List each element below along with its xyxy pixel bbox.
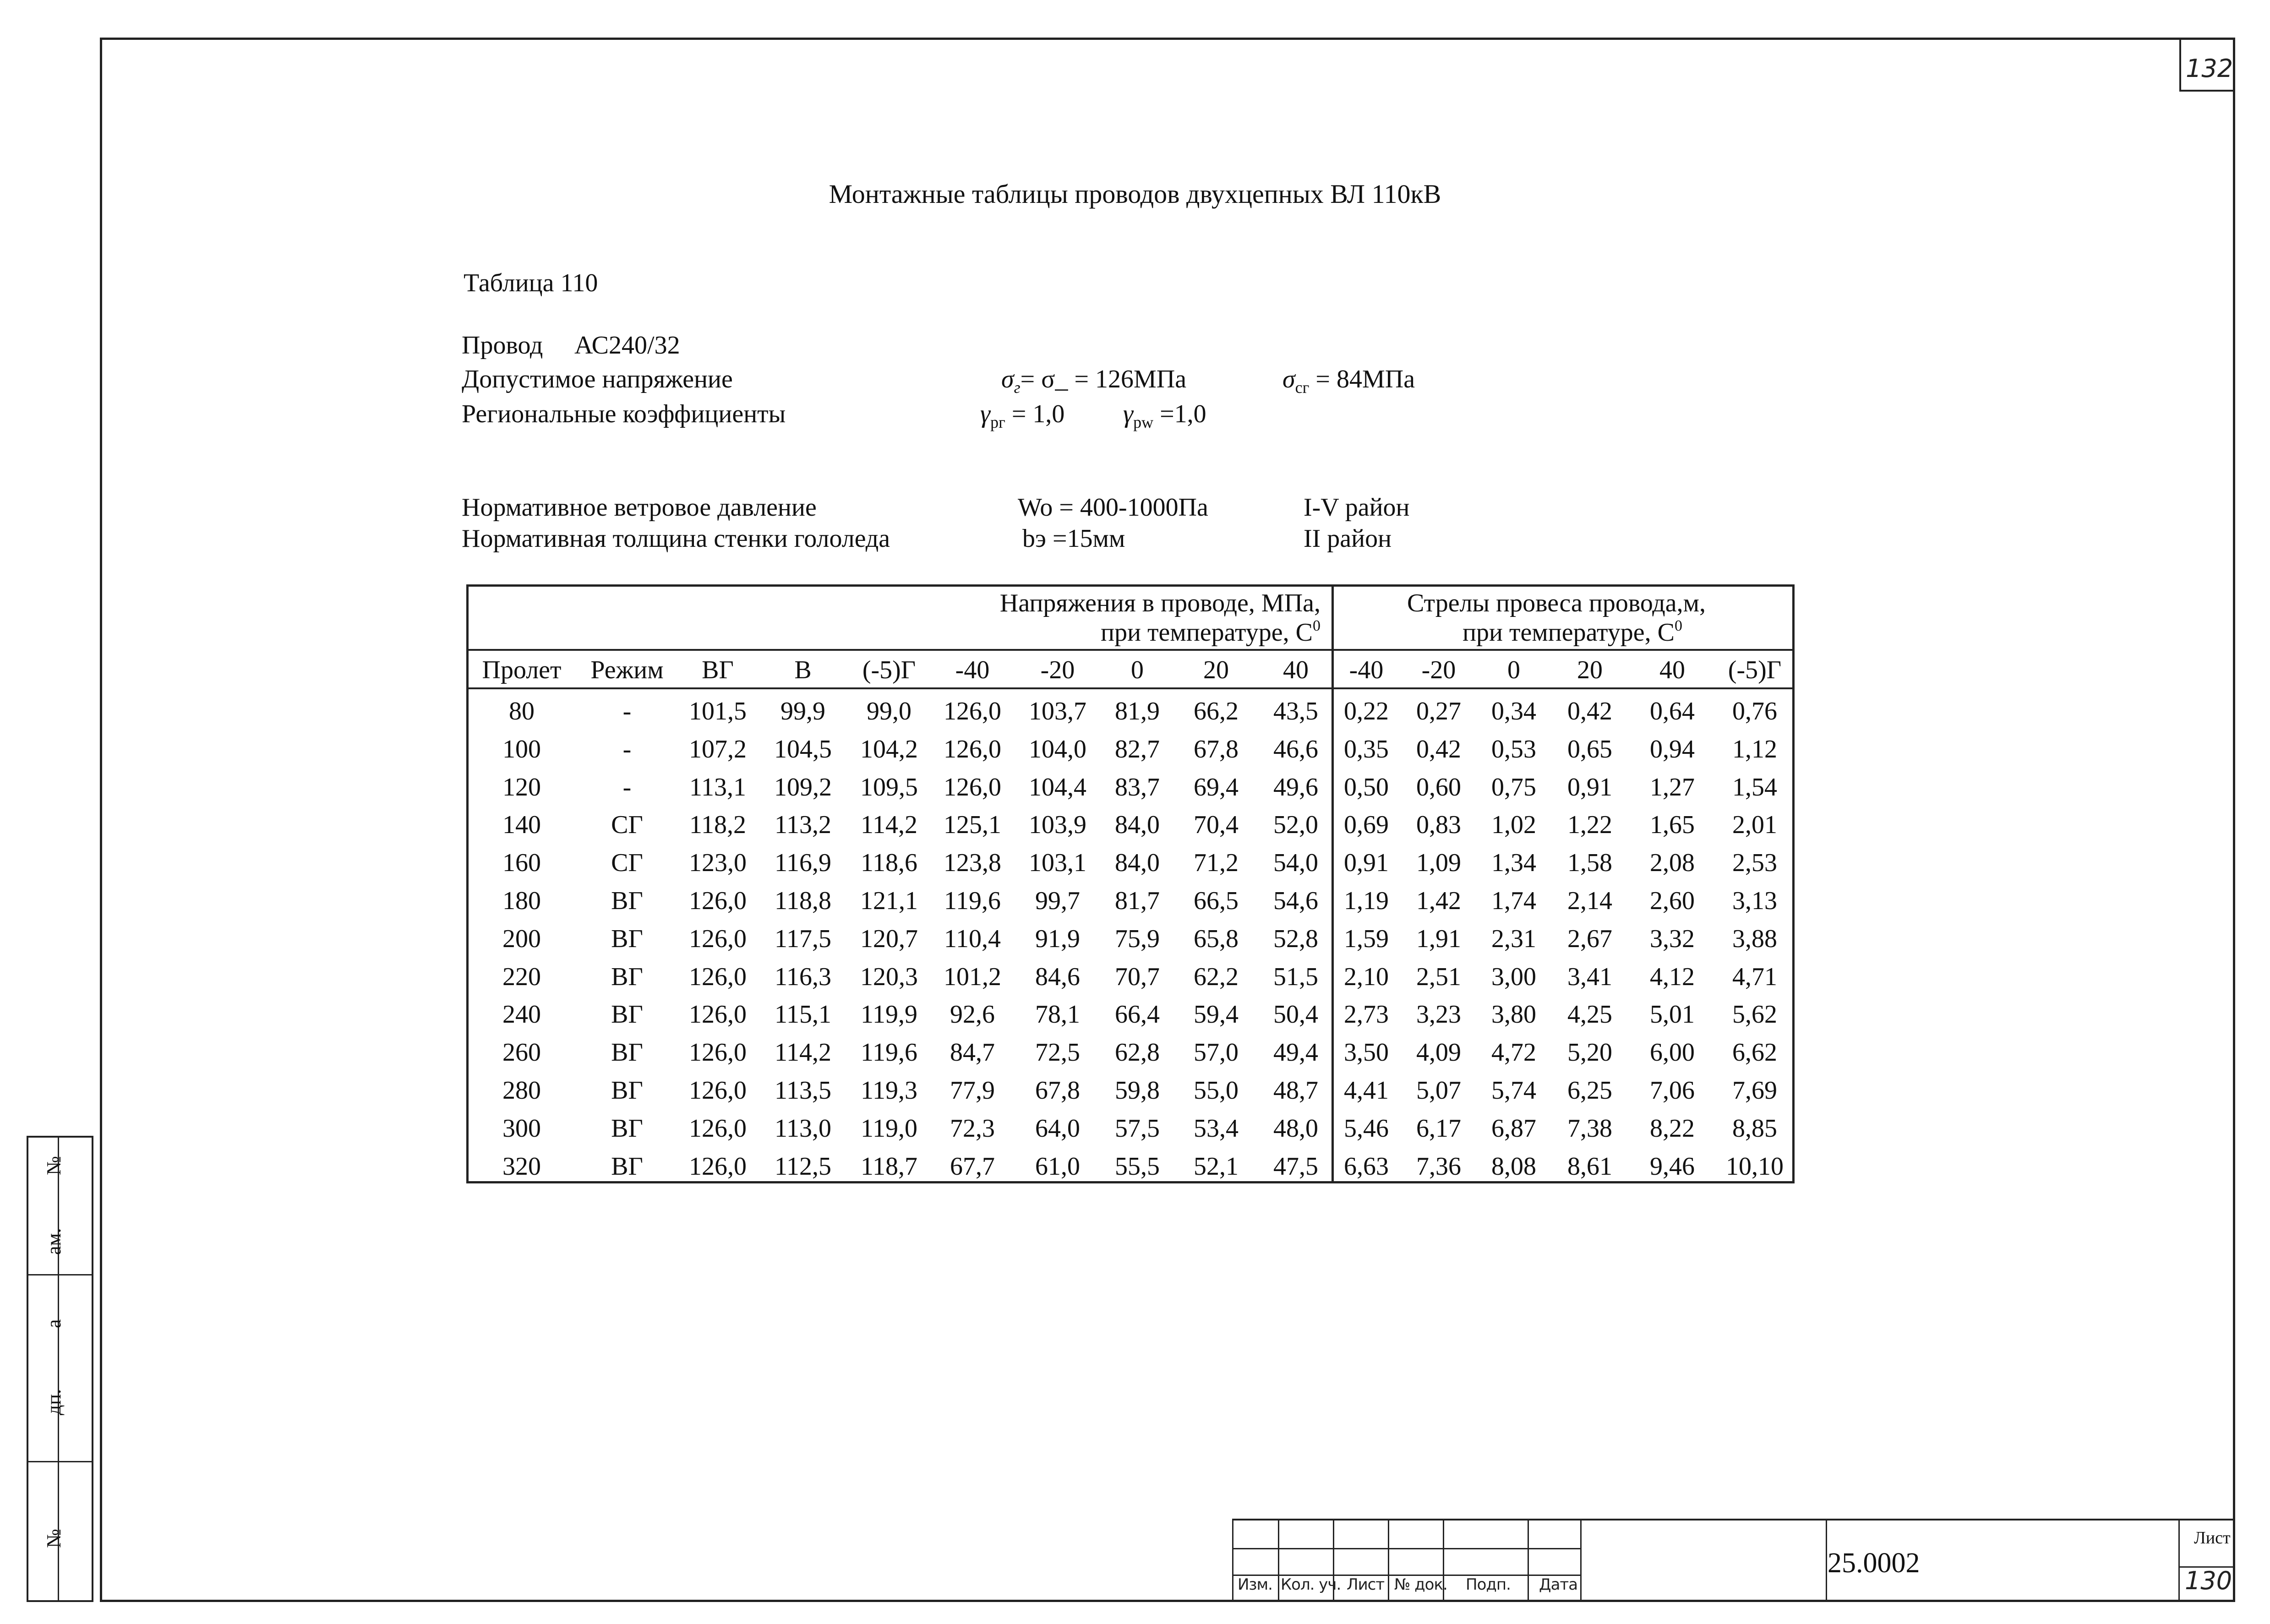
table-cell: 52,8	[1273, 924, 1318, 953]
table-cell: 126,0	[944, 697, 1001, 725]
table-cell: 115,1	[775, 1000, 831, 1029]
document-number: 25.0002	[1828, 1548, 1920, 1579]
table-cell: 118,2	[689, 811, 746, 839]
table-cell: 5,46	[1344, 1114, 1389, 1143]
sigma-g-formula	[1001, 365, 1187, 397]
sag-header-degree: 0	[1674, 617, 1682, 634]
table-cell: 99,0	[867, 697, 911, 725]
column-header: 20	[1577, 656, 1603, 684]
stamp-line	[1580, 1520, 1582, 1602]
table-cell: 0,64	[1650, 697, 1695, 725]
wind-pressure-label: Нормативное ветровое давление	[462, 493, 817, 522]
table-cell: 4,72	[1491, 1038, 1536, 1067]
table-cell: 57,0	[1194, 1038, 1239, 1067]
table-cell: 0,94	[1650, 735, 1695, 763]
table-cell: ВГ	[611, 1152, 643, 1181]
sigma-cg-formula	[1282, 365, 1415, 397]
gamma-symbol: γ	[980, 400, 991, 428]
gamma-pg-sub: pг	[990, 413, 1005, 431]
table-cell: 116,3	[775, 962, 831, 991]
mounting-table	[466, 584, 1795, 1183]
table-cell: 5,74	[1491, 1076, 1536, 1105]
table-cell: ВГ	[611, 1076, 643, 1105]
table-cell: 1,58	[1567, 849, 1612, 877]
table-cell: 48,0	[1273, 1114, 1318, 1143]
table-cell: 77,9	[950, 1076, 995, 1105]
table-cell: 49,6	[1273, 773, 1318, 801]
table-cell: 99,7	[1035, 887, 1080, 915]
table-cell: 118,6	[861, 849, 917, 877]
stamp-label-doc: № док.	[1394, 1575, 1447, 1594]
table-cell: 2,14	[1567, 887, 1612, 915]
table-cell: 6,63	[1344, 1152, 1389, 1181]
table-cell: 140	[502, 811, 541, 839]
table-cell: 70,7	[1115, 962, 1160, 991]
table-cell: 0,27	[1416, 697, 1461, 725]
column-header: -40	[955, 656, 990, 684]
table-cell: 0,65	[1567, 735, 1612, 763]
table-cell: 71,2	[1194, 849, 1239, 877]
table-cell: 57,5	[1115, 1114, 1160, 1143]
table-cell: 54,0	[1273, 849, 1318, 877]
table-cell: 123,8	[944, 849, 1001, 877]
table-cell: 119,0	[861, 1114, 917, 1143]
table-cell: 119,6	[944, 887, 1001, 915]
ice-thickness-value: bэ =15мм	[1022, 524, 1125, 553]
table-cell: 104,0	[1029, 735, 1086, 763]
sigma-cg-value: = 84МПа	[1315, 365, 1415, 393]
margin-label-1: №	[43, 1156, 65, 1175]
sigma-g-sub: г	[1014, 378, 1020, 397]
table-cell: 3,23	[1416, 1000, 1461, 1029]
table-cell: 8,85	[1732, 1114, 1777, 1143]
table-cell: 104,5	[774, 735, 832, 763]
table-cell: 0,53	[1491, 735, 1536, 763]
wind-pressure-value: Wo = 400-1000Па	[1018, 493, 1208, 522]
stamp-label-izm: Изм.	[1238, 1575, 1272, 1594]
table-cell: 104,4	[1029, 773, 1086, 801]
gamma-pg-formula	[980, 399, 1064, 429]
table-cell: 114,2	[775, 1038, 831, 1067]
table-cell: 110,4	[944, 924, 1001, 953]
table-cell: 50,4	[1273, 1000, 1318, 1029]
table-cell: 126,0	[689, 1152, 747, 1181]
table-cell: 2,01	[1732, 811, 1777, 839]
table-cell: 3,80	[1491, 1000, 1536, 1029]
stamp-line	[1528, 1520, 1529, 1602]
table-cell: 81,9	[1115, 697, 1160, 725]
table-cell: ВГ	[611, 1114, 643, 1143]
table-cell: 126,0	[689, 1000, 747, 1029]
table-cell: 126,0	[689, 1114, 747, 1143]
table-cell: 3,32	[1650, 924, 1695, 953]
margin-label-5: №	[43, 1529, 65, 1548]
table-cell: 2,73	[1344, 1000, 1389, 1029]
column-header: Пролет	[482, 656, 562, 684]
table-cell: 3,50	[1344, 1038, 1389, 1067]
table-cell: 4,12	[1650, 962, 1695, 991]
table-cell: 51,5	[1273, 962, 1318, 991]
table-cell: 59,4	[1194, 1000, 1239, 1029]
table-cell: 75,9	[1115, 924, 1160, 953]
table-cell: 1,27	[1650, 773, 1695, 801]
table-cell: 120	[502, 773, 541, 801]
column-header: (-5)Г	[1728, 656, 1782, 684]
table-cell: 109,2	[774, 773, 832, 801]
sigma-symbol: σ	[1001, 365, 1014, 393]
table-cell: 6,62	[1732, 1038, 1777, 1067]
wind-region: I-V район	[1304, 493, 1410, 522]
table-cell: -	[622, 773, 632, 801]
table-cell: 107,2	[689, 735, 747, 763]
table-cell: 82,7	[1115, 735, 1160, 763]
table-cell: 260	[502, 1038, 541, 1067]
table-cell: 119,3	[861, 1076, 917, 1105]
table-cell: ВГ	[611, 1000, 643, 1029]
table-cell: 7,06	[1650, 1076, 1695, 1105]
stamp-line	[2178, 1520, 2180, 1602]
table-cell: 4,41	[1344, 1076, 1389, 1105]
table-cell: 2,60	[1650, 887, 1695, 915]
column-header: 40	[1283, 656, 1309, 684]
table-cell: 300	[502, 1114, 541, 1143]
table-cell: 70,4	[1194, 811, 1239, 839]
table-cell: 46,6	[1273, 735, 1318, 763]
table-cell: 59,8	[1115, 1076, 1160, 1105]
table-cell: 78,1	[1035, 1000, 1080, 1029]
table-cell: -	[622, 697, 632, 725]
table-cell: СГ	[611, 811, 643, 839]
stress-group-header	[881, 589, 1321, 651]
table-cell: 101,5	[689, 697, 747, 725]
column-header: 20	[1203, 656, 1229, 684]
table-cell: 280	[502, 1076, 541, 1105]
margin-label-2: ам.	[43, 1228, 65, 1255]
table-cell: 4,71	[1732, 962, 1777, 991]
sheet-label: Лист	[2194, 1528, 2231, 1548]
table-cell: 118,7	[861, 1152, 917, 1181]
table-cell: 72,3	[950, 1114, 995, 1143]
table-cell: 52,0	[1273, 811, 1318, 839]
table-cell: 84,0	[1115, 849, 1160, 877]
table-cell: 72,5	[1035, 1038, 1080, 1067]
table-cell: 10,10	[1726, 1152, 1784, 1181]
table-cell: 1,12	[1732, 735, 1777, 763]
column-header: В	[794, 656, 812, 684]
table-cell: 67,7	[950, 1152, 995, 1181]
table-cell: 0,91	[1344, 849, 1389, 877]
stamp-label-list: Лист	[1347, 1575, 1385, 1594]
table-cell: 6,00	[1650, 1038, 1695, 1067]
column-header: -40	[1349, 656, 1384, 684]
table-cell: 67,8	[1194, 735, 1239, 763]
stress-header-line2	[881, 618, 1321, 651]
gamma-pw-sub: pw	[1133, 413, 1154, 431]
table-cell: 1,59	[1344, 924, 1389, 953]
table-cell: 125,1	[944, 811, 1001, 839]
table-cell: 2,67	[1567, 924, 1612, 953]
column-header: -20	[1421, 656, 1456, 684]
table-cell: 114,2	[861, 811, 917, 839]
column-header: -20	[1040, 656, 1075, 684]
table-cell: 55,5	[1115, 1152, 1160, 1181]
table-cell: ВГ	[611, 924, 643, 953]
table-cell: 126,0	[944, 735, 1001, 763]
table-cell: 67,8	[1035, 1076, 1080, 1105]
table-cell: 5,20	[1567, 1038, 1612, 1067]
regional-coef-label: Региональные коэффициенты	[462, 400, 786, 428]
table-cell: 104,2	[860, 735, 918, 763]
table-cell: 66,2	[1194, 697, 1239, 725]
table-cell: 65,8	[1194, 924, 1239, 953]
table-cell: 109,5	[860, 773, 918, 801]
table-cell: 121,1	[860, 887, 918, 915]
table-cell: 7,38	[1567, 1114, 1612, 1143]
table-cell: 160	[502, 849, 541, 877]
gamma-pg-value: = 1,0	[1011, 400, 1065, 428]
column-header: (-5)Г	[862, 656, 916, 684]
sag-header-line1: Стрелы провеса провода,м,	[1407, 589, 1706, 617]
column-header: 0	[1507, 656, 1520, 684]
margin-line	[28, 1461, 92, 1462]
table-cell: 4,09	[1416, 1038, 1461, 1067]
stamp-label-podp: Подп.	[1466, 1575, 1511, 1594]
table-cell: 1,74	[1491, 887, 1536, 915]
table-cell: 126,0	[689, 924, 747, 953]
table-cell: 118,8	[775, 887, 831, 915]
ice-region: II район	[1304, 524, 1392, 553]
sag-header-line2	[1362, 618, 1751, 651]
table-cell: 119,9	[861, 1000, 917, 1029]
table-cell: 5,01	[1650, 1000, 1695, 1029]
table-cell: 4,25	[1567, 1000, 1612, 1029]
gamma-symbol: γ	[1123, 400, 1134, 428]
table-cell: 1,22	[1567, 811, 1612, 839]
table-cell: 7,69	[1732, 1076, 1777, 1105]
wire-value: АС240/32	[574, 331, 680, 360]
ice-thickness-label: Нормативная толщина стенки гололеда	[462, 524, 890, 553]
table-cell: 123,0	[689, 849, 747, 877]
column-header: 0	[1131, 656, 1144, 684]
table-cell: 0,91	[1567, 773, 1612, 801]
table-cell: 126,0	[944, 773, 1001, 801]
table-cell: 1,02	[1491, 811, 1536, 839]
table-cell: 3,13	[1732, 887, 1777, 915]
table-cell: 54,6	[1273, 887, 1318, 915]
table-cell: 113,2	[775, 811, 831, 839]
table-cell: 103,7	[1029, 697, 1086, 725]
table-cell: 9,46	[1650, 1152, 1695, 1181]
table-cell: 103,9	[1029, 811, 1086, 839]
stress-header-degree: 0	[1313, 617, 1321, 634]
table-cell: 84,6	[1035, 962, 1080, 991]
margin-label-3: а	[43, 1319, 65, 1328]
table-cell: 0,75	[1491, 773, 1536, 801]
table-cell: 103,1	[1029, 849, 1086, 877]
table-cell: 1,91	[1416, 924, 1461, 953]
table-cell: 1,42	[1416, 887, 1461, 915]
table-cell: СГ	[611, 849, 643, 877]
table-cell: 49,4	[1273, 1038, 1318, 1067]
table-cell: 2,53	[1732, 849, 1777, 877]
table-cell: 66,5	[1194, 887, 1239, 915]
table-cell: 7,36	[1416, 1152, 1461, 1181]
table-cell: 126,0	[689, 887, 747, 915]
table-cell: 62,8	[1115, 1038, 1160, 1067]
table-cell: 8,61	[1567, 1152, 1612, 1181]
table-cell: 120,3	[860, 962, 918, 991]
table-cell: 62,2	[1194, 962, 1239, 991]
table-cell: 126,0	[689, 1038, 747, 1067]
table-cell: 43,5	[1273, 697, 1318, 725]
table-cell: 84,0	[1115, 811, 1160, 839]
sigma-cg-sub: cг	[1295, 378, 1310, 397]
table-cell: 0,34	[1491, 697, 1536, 725]
table-cell: 83,7	[1115, 773, 1160, 801]
table-cell: 3,00	[1491, 962, 1536, 991]
table-cell: 1,34	[1491, 849, 1536, 877]
table-cell: 91,9	[1035, 924, 1080, 953]
stamp-label-date: Дата	[1539, 1575, 1578, 1594]
table-cell: 3,41	[1567, 962, 1612, 991]
stamp-line	[1232, 1520, 1233, 1602]
table-cell: 0,50	[1344, 773, 1389, 801]
stamp-line	[1278, 1520, 1279, 1602]
column-header: ВГ	[702, 656, 734, 684]
table-cell: 69,4	[1194, 773, 1239, 801]
table-cell: 80	[509, 697, 535, 725]
table-cell: ВГ	[611, 1038, 643, 1067]
table-cell: 126,0	[689, 962, 747, 991]
table-cell: 8,22	[1650, 1114, 1695, 1143]
table-cell: 53,4	[1194, 1114, 1239, 1143]
table-cell: 6,17	[1416, 1114, 1461, 1143]
table-cell: 220	[502, 962, 541, 991]
table-cell: 113,5	[775, 1076, 831, 1105]
table-cell: 5,62	[1732, 1000, 1777, 1029]
table-cell: 92,6	[950, 1000, 995, 1029]
margin-label-4: дп.	[43, 1389, 65, 1415]
table-cell: 117,5	[775, 924, 831, 953]
stress-header-line1: Напряжения в проводе, МПа,	[999, 589, 1321, 617]
table-cell: 0,83	[1416, 811, 1461, 839]
stress-header-text: при температуре, С	[1101, 618, 1313, 647]
table-cell: 0,35	[1344, 735, 1389, 763]
sigma-value: = σ_ = 126МПа	[1020, 365, 1187, 393]
table-cell: 52,1	[1194, 1152, 1239, 1181]
table-cell: 66,4	[1115, 1000, 1160, 1029]
table-cell: 113,0	[775, 1114, 831, 1143]
margin-line	[28, 1274, 92, 1275]
sigma-cg-symbol: σ	[1282, 365, 1295, 393]
stamp-label-kol: Кол. уч.	[1281, 1575, 1341, 1594]
table-cell: 0,42	[1567, 697, 1612, 725]
table-cell: 1,65	[1650, 811, 1695, 839]
table-cell: 6,87	[1491, 1114, 1536, 1143]
table-column-header-divider	[469, 687, 1792, 689]
table-cell: 2,08	[1650, 849, 1695, 877]
table-cell: 0,69	[1344, 811, 1389, 839]
table-cell: 47,5	[1273, 1152, 1318, 1181]
table-cell: 84,7	[950, 1038, 995, 1067]
table-cell: 48,7	[1273, 1076, 1318, 1105]
table-cell: 112,5	[775, 1152, 831, 1181]
table-cell: 61,0	[1035, 1152, 1080, 1181]
table-cell: 55,0	[1194, 1076, 1239, 1105]
table-cell: 1,19	[1344, 887, 1389, 915]
stamp-line	[1826, 1520, 1827, 1602]
table-cell: 0,42	[1416, 735, 1461, 763]
table-cell: 180	[502, 887, 541, 915]
sag-group-header	[1362, 589, 1751, 651]
table-cell: 1,54	[1732, 773, 1777, 801]
table-cell: 2,51	[1416, 962, 1461, 991]
table-cell: 0,22	[1344, 697, 1389, 725]
table-cell: 5,07	[1416, 1076, 1461, 1105]
table-cell: 126,0	[689, 1076, 747, 1105]
allowable-stress-label: Допустимое напряжение	[462, 365, 733, 393]
table-cell: 99,9	[780, 697, 825, 725]
table-cell: 0,76	[1732, 697, 1777, 725]
table-cell: 100	[502, 735, 541, 763]
table-cell: 120,7	[860, 924, 918, 953]
table-cell: 2,31	[1491, 924, 1536, 953]
table-cell: 119,6	[861, 1038, 917, 1067]
stamp-line	[1232, 1548, 1580, 1549]
column-header: 40	[1659, 656, 1685, 684]
table-cell: -	[622, 735, 632, 763]
table-cell: 101,2	[944, 962, 1001, 991]
table-cell: 2,10	[1344, 962, 1389, 991]
table-cell: ВГ	[611, 962, 643, 991]
table-cell: 64,0	[1035, 1114, 1080, 1143]
sheet-number: 130	[2185, 1566, 2232, 1595]
table-cell: 113,1	[689, 773, 746, 801]
table-cell: 116,9	[775, 849, 831, 877]
table-cell: 0,60	[1416, 773, 1461, 801]
table-cell: 1,09	[1416, 849, 1461, 877]
table-cell: 81,7	[1115, 887, 1160, 915]
page-title: Монтажные таблицы проводов двухцепных ВЛ 110кВ	[829, 179, 1441, 209]
table-cell: ВГ	[611, 887, 643, 915]
wire-label: Провод	[462, 331, 543, 360]
corner-number: 132	[2186, 54, 2233, 83]
table-cell: 320	[502, 1152, 541, 1181]
sag-header-text: при температуре, С	[1462, 618, 1675, 647]
gamma-pw-value: =1,0	[1160, 400, 1206, 428]
table-label: Таблица 110	[464, 269, 598, 297]
table-cell: 200	[502, 924, 541, 953]
table-cell: 240	[502, 1000, 541, 1029]
column-header: Режим	[590, 656, 664, 684]
table-cell: 6,25	[1567, 1076, 1612, 1105]
table-cell: 3,88	[1732, 924, 1777, 953]
gamma-pw-formula	[1123, 399, 1206, 429]
stamp-line	[1388, 1520, 1389, 1602]
table-cell: 8,08	[1491, 1152, 1536, 1181]
